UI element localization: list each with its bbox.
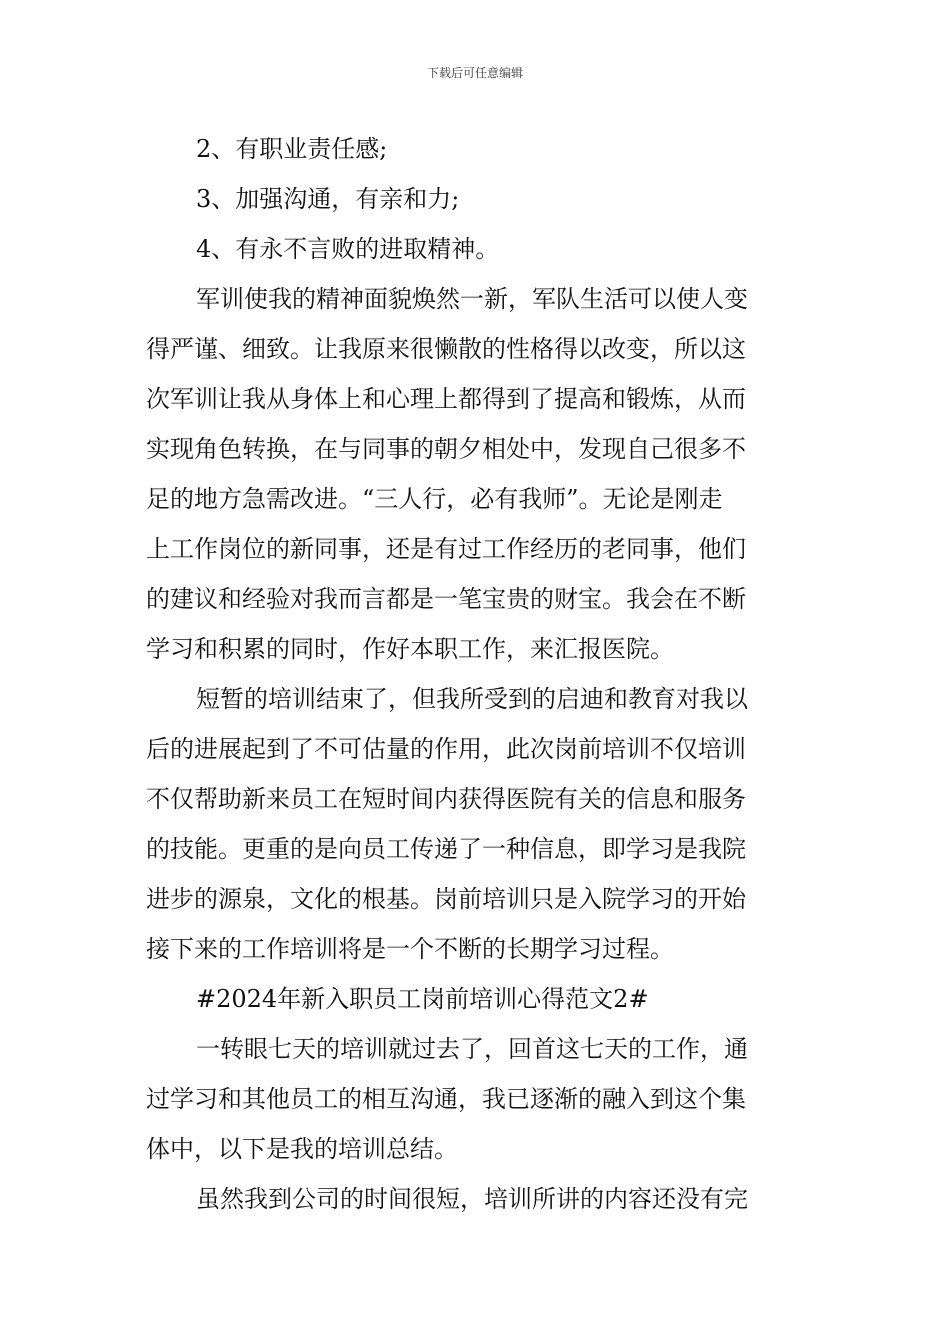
paragraph-line: 一转眼七天的培训就过去了，回首这七天的工作，通 (196, 1035, 748, 1063)
paragraph-line: 短暂的培训结束了，但我所受到的启迪和教育对我以 (196, 685, 748, 713)
paragraph-line: 不仅帮助新来员工在短时间内获得医院有关的信息和服务 (146, 785, 746, 813)
list-item-4: 4、有永不言败的进取精神。 (196, 235, 500, 263)
paragraph-line: 得严谨、细致。让我原来很懒散的性格得以改变，所以这 (146, 335, 746, 363)
page-header: 下载后可任意编辑 (426, 66, 523, 80)
paragraph-line: 的技能。更重的是向员工传递了一种信息，即学习是我院 (146, 835, 746, 863)
paragraph-line: 上工作岗位的新同事，还是有过工作经历的老同事，他们 (146, 535, 746, 563)
paragraph-line: 虽然我到公司的时间很短，培训所讲的内容还没有完 (196, 1185, 748, 1213)
section-heading: #2024年新入职员工岗前培训心得范文2# (196, 985, 649, 1013)
document-body (146, 124, 816, 1224)
paragraph-line: 进步的源泉，文化的根基。岗前培训只是入院学习的开始 (146, 885, 746, 913)
paragraph-line: 体中，以下是我的培训总结。 (146, 1135, 458, 1163)
paragraph-line: 后的进展起到了不可估量的作用，此次岗前培训不仅培训 (146, 735, 746, 763)
paragraph-line: 军训使我的精神面貌焕然一新，军队生活可以使人变 (196, 285, 748, 313)
paragraph-line: 足的地方急需改进。“三人行，必有我师”。无论是刚走 (146, 485, 723, 513)
paragraph-line: 的建议和经验对我而言都是一笔宝贵的财宝。我会在不断 (146, 585, 746, 613)
list-item-2: 2、有职业责任感; (196, 135, 388, 163)
paragraph-line: 学习和积累的同时，作好本职工作，来汇报医院。 (146, 635, 674, 663)
paragraph-line: 次军训让我从身体上和心理上都得到了提高和锻炼，从而 (146, 385, 746, 413)
paragraph-line: 接下来的工作培训将是一个不断的长期学习过程。 (146, 935, 674, 963)
paragraph-line: 过学习和其他员工的相互沟通，我已逐渐的融入到这个集 (146, 1085, 746, 1113)
list-item-3: 3、加强沟通，有亲和力; (196, 185, 460, 213)
paragraph-line: 实现角色转换，在与同事的朝夕相处中，发现自己很多不 (146, 435, 746, 463)
